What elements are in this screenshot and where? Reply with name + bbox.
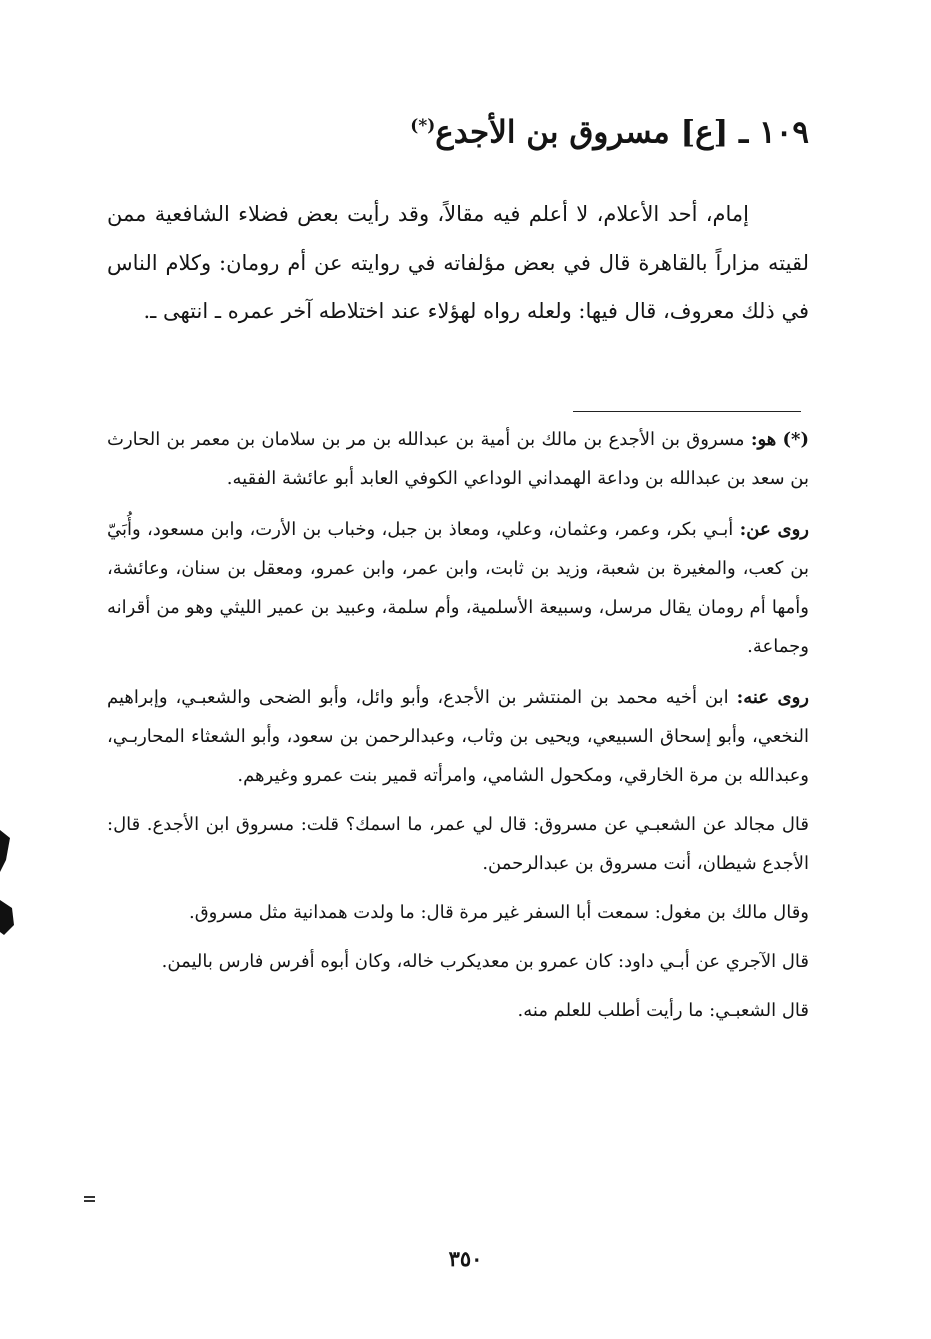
footnote-quote-4: قال الشعبـي: ما رأيت أطلب للعلم منه. <box>517 1000 809 1021</box>
scan-artifact-icon <box>0 800 16 950</box>
narrated-by-text: ابن أخيه محمد بن المنتشر بن الأجدع، وأبو وائل، وأبو الضحى والشعبـي، وإبراهيم النخعي، وأبو إسحاق السبيعي، ويحيى بن وثاب، وعبدالرحمن بن سعود، وأبو الشعثاء المحاربـي، وعبدالله بن مرة الخارقي، ومكحول الشامي، وامرأته قمير بنت عمرو وغيرهم. <box>107 687 809 786</box>
footnote-divider <box>573 411 801 412</box>
footnote-bio-text: مسروق بن الأجدع بن مالك بن أمية بن عبدالله بن مر بن سلامان بن معمر بن الحارث بن سعد بن عبدالله بن وداعة الهمداني الوداعي الكوفي العابد أبو عائشة الفقيه. <box>107 429 809 489</box>
margin-mark <box>84 1196 95 1202</box>
footnote-narrated-by <box>107 678 809 795</box>
narrated-from-label: روى عن: <box>739 519 809 540</box>
main-paragraph: إمام، أحد الأعلام، لا أعلم فيه مقالاً، وقد رأيت بعض فضلاء الشافعية ممن لقيته مزاراً بالقاهرة قال في بعض مؤلفاته في روايته عن أم رومان: وكلام الناس في ذلك معروف، قال فيها: ولعله رواه لهؤلاء عند اختلاطه آخر عمره ـ انتهى ـ. <box>107 202 809 323</box>
footnotes <box>107 420 809 1040</box>
footnote-bio <box>107 420 809 498</box>
heading-dash: ـ <box>739 114 749 151</box>
footnote-quote-3: قال الآجري عن أبـي داود: كان عمرو بن معديكرب خاله، وكان أبوه أفرس فارس باليمن. <box>161 951 809 972</box>
footnote-marker: (*) <box>410 116 436 136</box>
footnote-quote-1: قال مجالد عن الشعبـي عن مسروق: قال لي عمر، ما اسمك؟ قلت: مسروق ابن الأجدع. قال: الأجدع شيطان، أنت مسروق بن عبدالرحمن. <box>107 814 809 874</box>
narrated-from-text: أبـي بكر، وعمر، وعثمان، وعلي، ومعاذ بن جبل، وخباب بن الأرت، وابن مسعود، وأُبَيّ بن كعب، والمغيرة بن شعبة، وزيد بن ثابت، وابن عمر، وابن عمرو، ومعقل بن سنان، وعائشة، وأمها أم رومان يقال مرسل، وسبيعة الأسلمية، وأم سلمة، وعبيد بن عمير الليثي وهو من أقرانه وجماعة. <box>107 519 809 657</box>
narrator-name: مسروق بن الأجدع <box>435 114 670 151</box>
main-text <box>107 190 809 336</box>
footnote-bio-label: هو: <box>750 429 777 450</box>
source-code: [ع] <box>680 114 729 151</box>
footnote-narrated-from <box>107 510 809 666</box>
footnote-bio-marker: (*) <box>782 429 809 450</box>
narrated-by-label: روى عنه: <box>736 687 809 708</box>
entry-heading <box>249 96 809 162</box>
entry-number: ١٠٩ <box>759 114 809 151</box>
page-number: ٣٥٠ <box>448 1246 483 1271</box>
footnote-quote-2: وقال مالك بن مغول: سمعت أبا السفر غير مرة قال: ما ولدت همدانية مثل مسروق. <box>188 902 809 923</box>
